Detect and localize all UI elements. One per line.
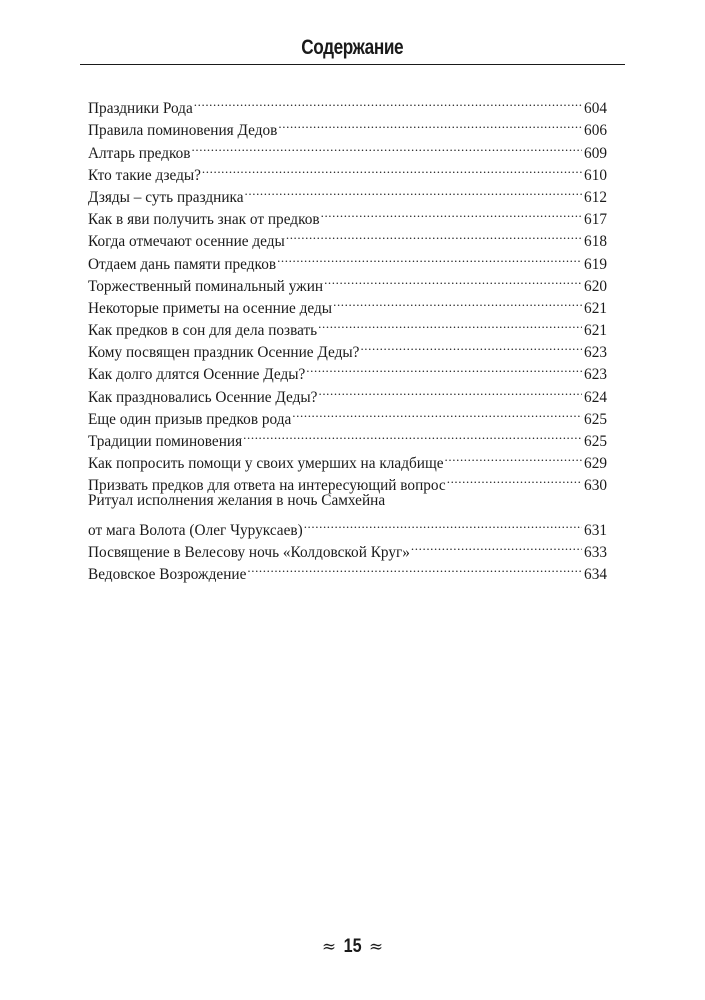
dot-leader [447,468,582,490]
toc-entry-page: 621 [584,299,607,317]
dot-leader [278,113,582,135]
toc-entry-title: Некоторые приметы на осенние деды [88,299,333,317]
dot-leader [360,335,582,357]
page-header [80,34,625,65]
toc-entry-title: Кто такие дзеды? [88,166,201,184]
toc-entry-title: Как попросить помощи у своих умерших на кладбище [88,455,444,473]
toc-entry-title: Отдаем дань памяти предков [88,255,277,273]
toc-entry-page: 629 [584,455,607,473]
toc-entry-page: 623 [584,344,607,362]
toc-entry-page: 623 [584,366,607,384]
dot-leader [445,446,583,468]
dot-leader [192,135,583,157]
dot-leader [318,379,582,401]
toc-entry-title-line1: Ритуал исполнения желания в ночь Самхейна [88,492,386,510]
toc-entry-page: 617 [584,211,607,229]
page-number-value: 15 [343,936,362,957]
dot-leader [411,535,582,557]
dot-leader [306,357,582,379]
dot-leader [292,402,582,424]
dot-leader [194,91,582,113]
dot-leader [247,557,582,579]
toc-entry-title: Традиции поминовения [88,433,243,450]
page-number [0,935,705,959]
approx-ornament-left: ≈ [321,937,337,957]
dot-leader [324,269,582,291]
approx-ornament-right: ≈ [368,937,384,957]
toc-entry [88,513,607,539]
toc-entry-page: 612 [584,188,607,206]
toc-entry-page: 610 [584,166,607,184]
toc-entry-page: 618 [584,233,607,251]
toc-entry-title: от мага Волота (Олег Чуруксаев) [88,521,303,539]
toc-entry-title: Правила поминовения Дедов [88,122,278,140]
dot-leader [277,246,582,268]
toc-entry-page: 621 [584,322,607,340]
toc-entry-page: 604 [584,100,607,118]
toc-entry-page: 634 [584,566,607,584]
toc-entry-page: 625 [584,410,607,428]
toc-entry-title: Посвящение в Велесову ночь «Колдовской Круг» [88,543,410,561]
table-of-contents [88,91,607,584]
toc-entry-title: Торжественный поминальный ужин [88,277,324,295]
toc-entry-title: Алтарь предков [88,144,191,162]
dot-leader [243,424,582,446]
toc-entry-title: Праздники Рода [88,100,193,118]
toc-entry-continued-title [88,490,607,512]
toc-entry-title: Как в яви получить знак от предков [88,211,320,229]
toc-entry-page: 630 [584,477,607,495]
toc-entry-title: Еще один призыв предков рода [88,410,292,428]
dot-leader [286,224,582,246]
toc-entry-title: Как предков в сон для дела позвать [88,322,318,340]
toc-entry [88,91,607,118]
toc-entry-page: 633 [584,543,607,561]
dot-leader [202,158,582,180]
toc-entry-page: 619 [584,255,607,273]
toc-entry-page: 625 [584,433,607,450]
toc-entry-title: Призвать предков для ответа на интересующий вопрос [88,477,446,495]
toc-entry-title: Ведовское Возрождение [88,566,247,584]
dot-leader [318,313,582,335]
dot-leader [333,291,582,313]
toc-entry-title: Дзяды – суть праздника [88,188,244,206]
dot-leader [321,202,582,224]
toc-entry-page: 606 [584,122,607,140]
toc-entry-page: 609 [584,144,607,162]
toc-entry-title: Кому посвящен праздник Осенние Деды? [88,344,360,362]
page-title: Содержание [301,36,404,59]
dot-leader [304,513,582,535]
toc-entry-title: Когда отмечают осенние деды [88,233,285,251]
toc-entry-title: Как праздновались Осенние Деды? [88,388,318,406]
toc-entry-page: 620 [584,277,607,295]
toc-entry-title: Как долго длятся Осенние Деды? [88,366,306,384]
toc-entry-page: 624 [584,388,607,406]
toc-entry-page: 631 [584,521,607,539]
dot-leader [245,180,583,202]
